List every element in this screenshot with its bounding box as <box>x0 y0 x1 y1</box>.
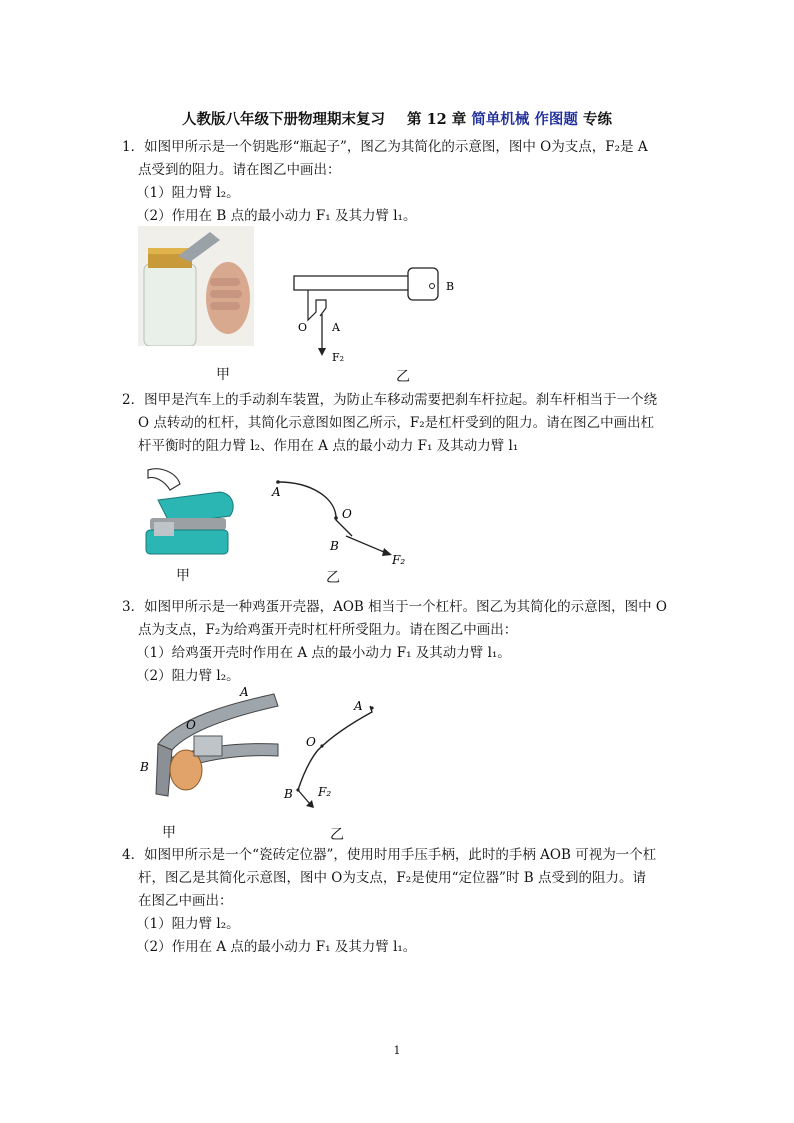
q2-diagram <box>266 476 416 576</box>
q1-label-a: A <box>332 321 340 334</box>
page-number: 1 <box>393 1044 401 1057</box>
q3-diagram <box>280 694 390 814</box>
q4-sub2: （2）作用在 A 点的最小动力 F₁ 及其力臂 l₁。 <box>136 939 417 955</box>
q4-line1: 4．如图甲所示是一个“瓷砖定位器”，使用时用手压手柄，此时的手柄 AOB 可视为一个杠 <box>122 847 657 863</box>
q2-label-b: B <box>330 539 339 553</box>
q2-line3: 杆平衡时的阻力臂 l₂、作用在 A 点的最小动力 F₁ 及其动力臂 l₁ <box>138 438 519 454</box>
question-2 <box>122 389 682 458</box>
q1-line1: 1．如图甲所示是一个钥匙形“瓶起子”，图乙为其简化的示意图，图中 O为支点，F₂是 A <box>122 139 648 155</box>
q3-sub1: （1）给鸡蛋开壳时作用在 A 点的最小动力 F₁ 及其动力臂 l₁。 <box>136 645 511 661</box>
q3-line2: 点为支点，F₂为给鸡蛋开壳时杠杆所受阻力。请在图乙中画出： <box>138 622 518 638</box>
q3-caption-b: 乙 <box>330 827 344 843</box>
q1-label-o: O <box>298 321 308 334</box>
title-part1: 人教版八年级下册物理期末复习 <box>182 111 386 128</box>
q3-photo-label-a: A <box>240 685 249 699</box>
q2-label-f2: F₂ <box>392 553 406 567</box>
q3-label-o: O <box>306 735 316 749</box>
q4-line2: 杆，图乙是其简化示意图，图中 O为支点，F₂是使用“定位器”时 B 点受到的阻力。请 <box>138 870 646 886</box>
q1-caption-a: 甲 <box>216 367 230 383</box>
q1-photo-bottle-opener <box>138 226 254 346</box>
q3-label-f2: F₂ <box>318 785 332 799</box>
q3-photo-label-o: O <box>186 718 196 732</box>
q3-caption-a: 甲 <box>162 825 176 841</box>
q3-photo-label-b: B <box>140 760 149 774</box>
q1-label-f2: F₂ <box>332 351 345 364</box>
title-part4: 作图题 <box>534 111 578 128</box>
q2-caption-a: 甲 <box>176 568 190 584</box>
q3-sub2: （2）阻力臂 l₂。 <box>136 668 240 684</box>
q1-diagram <box>288 262 468 368</box>
q2-caption-b: 乙 <box>326 570 340 586</box>
page-title <box>0 108 794 129</box>
question-4 <box>122 844 682 959</box>
title-part2: 第 12 章 <box>407 111 467 128</box>
q3-label-b: B <box>284 787 293 801</box>
question-3 <box>122 596 682 688</box>
q2-label-o: O <box>342 507 352 521</box>
title-part3: 简单机械 <box>471 111 530 128</box>
q1-sub1: （1）阻力臂 l₂。 <box>136 185 240 201</box>
q3-photo-label-layer <box>136 682 256 782</box>
title-part5: 专练 <box>582 111 612 128</box>
q2-line1: 2．图甲是汽车上的手动刹车装置，为防止车移动需要把刹车杆拉起。刹车杆相当于一个绕 <box>122 392 658 408</box>
question-1 <box>122 136 682 228</box>
q2-label-a: A <box>272 485 281 499</box>
q2-photo-brake <box>140 464 238 560</box>
q1-line2: 点受到的阻力。请在图乙中画出： <box>138 162 341 178</box>
q1-caption-b: 乙 <box>396 369 410 385</box>
q1-label-b: B <box>446 280 455 293</box>
q3-label-a: A <box>354 699 363 713</box>
q1-sub2: （2）作用在 B 点的最小动力 F₁ 及其力臂 l₁。 <box>136 208 417 224</box>
q3-line1: 3．如图甲所示是一种鸡蛋开壳器，AOB 相当于一个杠杆。图乙为其简化的示意图，图中 O <box>122 599 667 615</box>
q4-sub1: （1）阻力臂 l₂。 <box>136 916 240 932</box>
q2-line2: O 点转动的杠杆，其简化示意图如图乙所示，F₂是杠杆受到的阻力。请在图乙中画出杠 <box>138 415 655 431</box>
q4-line3: 在图乙中画出： <box>138 893 233 909</box>
